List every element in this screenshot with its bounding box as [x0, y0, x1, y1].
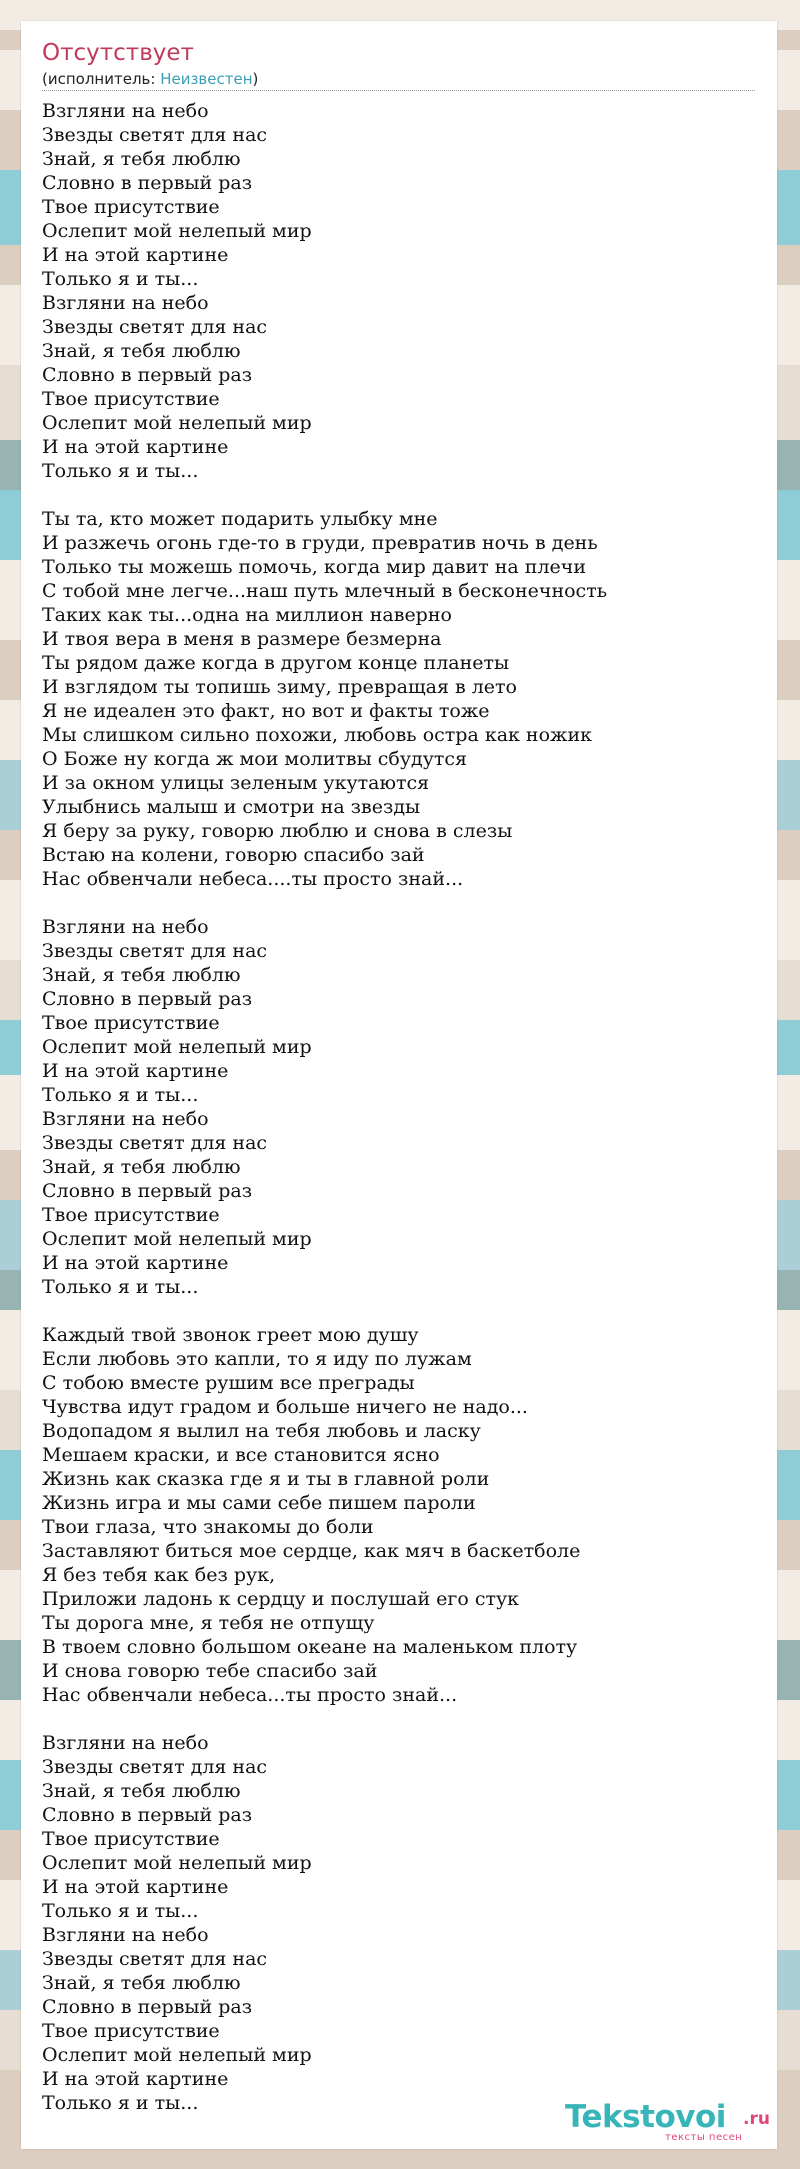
lyric-line: С тобой мне легче...наш путь млечный в бесконечность — [42, 580, 608, 602]
lyric-line: И на этой картине — [42, 1060, 229, 1082]
lyric-line: Только я и ты... — [42, 1276, 199, 1298]
site-logo[interactable] — [565, 2099, 770, 2143]
artist-suffix: ) — [252, 70, 259, 88]
lyric-line: И на этой картине — [42, 2068, 229, 2090]
lyric-blank-line — [42, 483, 762, 507]
lyric-line: Ты та, кто может подарить улыбку мне — [42, 508, 438, 530]
lyric-line: Нас обвенчали небеса...ты просто знай... — [42, 1684, 458, 1706]
lyric-line: Если любовь это капли, то я иду по лужам — [42, 1348, 472, 1370]
lyric-line: Взгляни на небо — [42, 916, 209, 938]
lyric-line: Знай, я тебя люблю — [42, 148, 241, 170]
lyric-line: Знай, я тебя люблю — [42, 964, 241, 986]
lyric-line: Твое присутствие — [42, 1204, 220, 1226]
lyric-line: Нас обвенчали небеса....ты просто знай... — [42, 868, 464, 890]
lyric-line: Водопадом я вылил на тебя любовь и ласку — [42, 1420, 481, 1442]
lyric-line: Твое присутствие — [42, 1012, 220, 1034]
lyric-line: Словно в первый раз — [42, 988, 253, 1010]
artist-prefix: (исполнитель: — [42, 70, 161, 88]
lyric-line: Мешаем краски, и все становится ясно — [42, 1444, 440, 1466]
lyric-line: С тобою вместе рушим все преграды — [42, 1372, 415, 1394]
lyric-line: И на этой картине — [42, 1876, 229, 1898]
lyric-line: Только я и ты... — [42, 268, 199, 290]
lyric-line: И твоя вера в меня в размере безмерна — [42, 628, 442, 650]
lyric-line: И взглядом ты топишь зиму, превращая в лето — [42, 676, 517, 698]
lyric-line: Только я и ты... — [42, 1900, 199, 1922]
lyric-line: Взгляни на небо — [42, 1924, 209, 1946]
lyric-line: Встаю на колени, говорю спасибо зай — [42, 844, 425, 866]
lyric-line: Твое присутствие — [42, 2020, 220, 2042]
lyric-line: Заставляют биться мое сердце, как мяч в баскетболе — [42, 1540, 581, 1562]
lyric-line: Ослепит мой нелепый мир — [42, 1228, 312, 1250]
lyric-line: Улыбнись малыш и смотри на звезды — [42, 796, 421, 818]
lyric-line: Звезды светят для нас — [42, 1132, 268, 1154]
artist-line — [42, 70, 258, 88]
lyric-line: И снова говорю тебе спасибо зай — [42, 1660, 378, 1682]
lyric-line: Приложи ладонь к сердцу и послушай его стук — [42, 1588, 520, 1610]
lyric-line: Только ты можешь помочь, когда мир давит на плечи — [42, 556, 586, 578]
lyric-blank-line — [42, 1299, 762, 1323]
logo-tagline: тексты песен — [665, 2132, 743, 2143]
song-title: Отсутствует — [42, 40, 194, 66]
lyric-line: Я без тебя как без рук, — [42, 1564, 276, 1586]
lyric-line: Знай, я тебя люблю — [42, 1156, 241, 1178]
lyric-line: Я беру за руку, говорю люблю и снова в слезы — [42, 820, 513, 842]
lyric-line: Твои глаза, что знакомы до боли — [42, 1516, 374, 1538]
lyric-line: Звезды светят для нас — [42, 1948, 268, 1970]
lyric-line: Каждый твой звонок греет мою душу — [42, 1324, 419, 1346]
lyric-line: Только я и ты... — [42, 2092, 199, 2114]
lyric-line: Знай, я тебя люблю — [42, 1972, 241, 1994]
lyric-line: Словно в первый раз — [42, 172, 253, 194]
title-divider — [42, 90, 755, 91]
lyric-line: Звезды светят для нас — [42, 124, 268, 146]
lyric-line: Жизнь как сказка где я и ты в главной роли — [42, 1468, 490, 1490]
lyric-line: Ослепит мой нелепый мир — [42, 1036, 312, 1058]
lyric-line: Звезды светят для нас — [42, 1756, 268, 1778]
lyric-line: Ты дорога мне, я тебя не отпущу — [42, 1612, 375, 1634]
lyric-blank-line — [42, 1707, 762, 1731]
lyric-line: Звезды светят для нас — [42, 316, 268, 338]
lyric-line: В твоем словно большом океане на маленьком плоту — [42, 1636, 578, 1658]
lyric-line: Твое присутствие — [42, 1828, 220, 1850]
lyric-line: И на этой картине — [42, 436, 229, 458]
lyric-line: Твое присутствие — [42, 388, 220, 410]
lyric-line: Ты рядом даже когда в другом конце планеты — [42, 652, 510, 674]
lyric-line: Взгляни на небо — [42, 292, 209, 314]
lyric-line: Мы слишком сильно похожи, любовь остра как ножик — [42, 724, 593, 746]
lyric-line: Таких как ты...одна на миллион наверно — [42, 604, 452, 626]
logo-tld: .ru — [743, 2109, 770, 2129]
lyric-line: Словно в первый раз — [42, 1804, 253, 1826]
lyric-blank-line — [42, 891, 762, 915]
lyrics-card — [21, 21, 777, 2149]
lyric-line: Словно в первый раз — [42, 364, 253, 386]
lyrics-text — [42, 99, 762, 2115]
lyric-line: Твое присутствие — [42, 196, 220, 218]
lyric-line: Словно в первый раз — [42, 1996, 253, 2018]
lyric-line: Жизнь игра и мы сами себе пишем пароли — [42, 1492, 476, 1514]
lyric-line: Чувства идут градом и больше ничего не надо... — [42, 1396, 528, 1418]
lyric-line: О Боже ну когда ж мои молитвы сбудутся — [42, 748, 468, 770]
lyric-line: Взгляни на небо — [42, 100, 209, 122]
lyric-line: Я не идеален это факт, но вот и факты тоже — [42, 700, 490, 722]
lyric-line: Знай, я тебя люблю — [42, 1780, 241, 1802]
lyric-line: Взгляни на небо — [42, 1732, 209, 1754]
lyric-line: Знай, я тебя люблю — [42, 340, 241, 362]
lyric-line: Только я и ты... — [42, 460, 199, 482]
artist-link[interactable]: Неизвестен — [160, 70, 253, 88]
lyric-line: Взгляни на небо — [42, 1108, 209, 1130]
lyric-line: Словно в первый раз — [42, 1180, 253, 1202]
lyric-line: Ослепит мой нелепый мир — [42, 220, 312, 242]
lyric-line: Ослепит мой нелепый мир — [42, 2044, 312, 2066]
lyric-line: Ослепит мой нелепый мир — [42, 1852, 312, 1874]
lyric-line: И разжечь огонь где-то в груди, превратив ночь в день — [42, 532, 598, 554]
lyric-line: Звезды светят для нас — [42, 940, 268, 962]
lyric-line: И на этой картине — [42, 1252, 229, 1274]
lyric-line: И на этой картине — [42, 244, 229, 266]
logo-name: Tekstovoi — [565, 2099, 726, 2135]
lyric-line: Ослепит мой нелепый мир — [42, 412, 312, 434]
lyric-line: Только я и ты... — [42, 1084, 199, 1106]
lyric-line: И за окном улицы зеленым укутаются — [42, 772, 430, 794]
